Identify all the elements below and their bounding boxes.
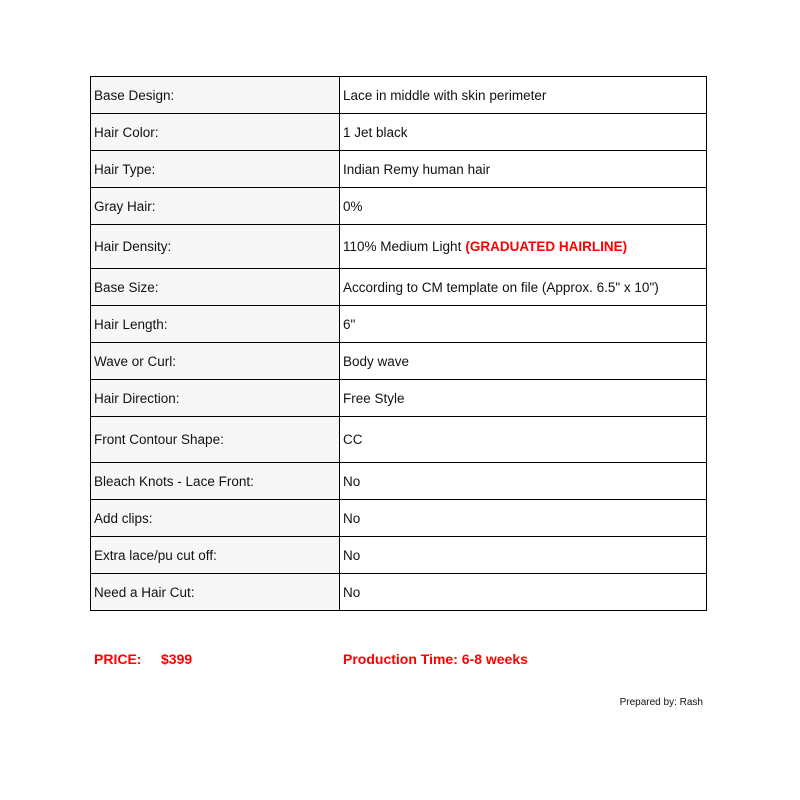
- row-label: Hair Type:: [91, 151, 340, 188]
- row-value: [340, 225, 707, 269]
- value-text: Lace in middle with skin perimeter: [343, 87, 547, 103]
- production-time: Production Time: 6-8 weeks: [343, 651, 528, 667]
- value-text: 0%: [343, 198, 363, 214]
- row-label: Add clips:: [91, 500, 340, 537]
- row-label: Hair Direction:: [91, 380, 340, 417]
- row-label: Extra lace/pu cut off:: [91, 537, 340, 574]
- row-value: [340, 417, 707, 463]
- table-row: [91, 463, 707, 500]
- table-row: [91, 380, 707, 417]
- table-row: [91, 537, 707, 574]
- row-label: Hair Color:: [91, 114, 340, 151]
- table-row: [91, 417, 707, 463]
- row-value: [340, 77, 707, 114]
- value-text: No: [343, 510, 361, 526]
- table-row: [91, 114, 707, 151]
- row-value: [340, 380, 707, 417]
- row-value: [340, 269, 707, 306]
- row-label: Hair Density:: [91, 225, 340, 269]
- row-value: [340, 574, 707, 611]
- row-value: [340, 463, 707, 500]
- value-text: According to CM template on file (Approx. 6.5" x 10"): [343, 279, 659, 295]
- row-value: [340, 114, 707, 151]
- row-value: [340, 500, 707, 537]
- value-text: 1 Jet black: [343, 124, 408, 140]
- row-label: Hair Length:: [91, 306, 340, 343]
- table-row: [91, 343, 707, 380]
- value-text: No: [343, 584, 361, 600]
- row-value: [340, 188, 707, 225]
- row-label: Base Size:: [91, 269, 340, 306]
- row-label: Need a Hair Cut:: [91, 574, 340, 611]
- value-text: No: [343, 547, 361, 563]
- row-value: [340, 537, 707, 574]
- value-text: 6": [343, 316, 356, 332]
- row-label: Gray Hair:: [91, 188, 340, 225]
- table-row: [91, 77, 707, 114]
- value-text: 110% Medium Light: [343, 239, 462, 254]
- table-row: [91, 225, 707, 269]
- hair-spec-table: [90, 76, 707, 611]
- row-value: [340, 306, 707, 343]
- table-row: [91, 574, 707, 611]
- value-text: Indian Remy human hair: [343, 161, 491, 177]
- row-label: Bleach Knots - Lace Front:: [91, 463, 340, 500]
- row-label: Front Contour Shape:: [91, 417, 340, 463]
- table-row: [91, 151, 707, 188]
- prepared-by: Prepared by: Rash: [619, 697, 703, 708]
- price-value: $399: [161, 651, 193, 667]
- value-text: CC: [343, 432, 363, 447]
- table-row: [91, 500, 707, 537]
- row-label: Base Design:: [91, 77, 340, 114]
- row-value: [340, 151, 707, 188]
- table-row: [91, 269, 707, 306]
- row-label: Wave or Curl:: [91, 343, 340, 380]
- table-row: [91, 188, 707, 225]
- table-row: [91, 306, 707, 343]
- value-text: Body wave: [343, 353, 410, 369]
- row-value: [340, 343, 707, 380]
- spec-table-body: [91, 77, 707, 611]
- graduated-hairline-note: (GRADUATED HAIRLINE): [465, 239, 628, 254]
- value-text: No: [343, 473, 361, 489]
- value-text: Free Style: [343, 390, 405, 406]
- price-label: PRICE:: [94, 651, 142, 667]
